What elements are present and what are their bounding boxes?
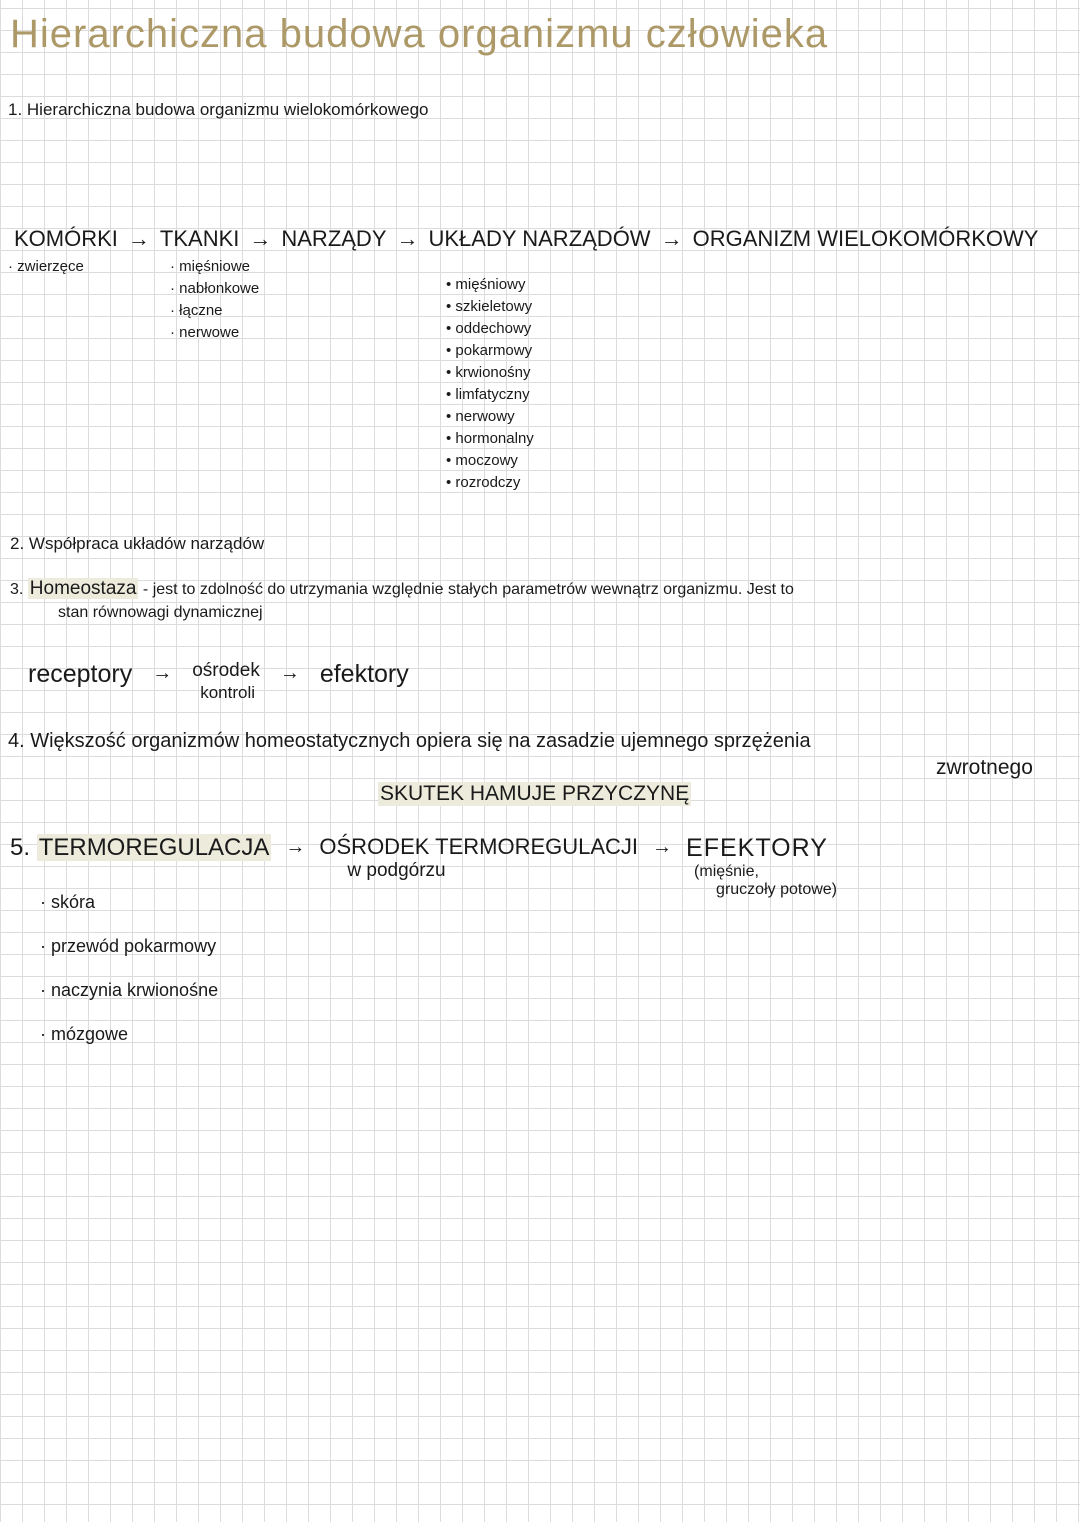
section4-text: 4. Większość organizmów homeostatycznych opiera się na zasadzie ujemnego sprzężenia [8, 730, 811, 752]
list-item: • krwionośny [446, 364, 531, 381]
section2-heading: 2. Współpraca układów narządów [10, 534, 265, 553]
homeostasis-definition-cont: stan równowagi dynamicznej [58, 604, 263, 621]
list-item: · przewód pokarmowy [40, 936, 217, 956]
list-item: · zwierzęce [8, 258, 84, 275]
list-item: • mięśniowy [446, 276, 526, 293]
thermo-center-block [319, 834, 638, 882]
list-item: · nabłonkowe [170, 280, 260, 297]
systems-list [446, 274, 534, 494]
list-item: • limfatyczny [446, 386, 530, 403]
arrow-icon: → [660, 226, 683, 251]
arrow-icon: → [127, 226, 150, 251]
chain-organs: NARZĄDY [281, 226, 387, 251]
list-item: · mózgowe [40, 1024, 129, 1044]
list-item: • moczowy [446, 452, 518, 469]
thermo-effectors: EFEKTORY [686, 834, 828, 862]
homeostasis-flow [28, 660, 409, 704]
chain-organism: ORGANIZM WIELOKOMÓRKOWY [692, 226, 1039, 251]
arrow-icon: → [285, 836, 306, 858]
list-item: • pokarmowy [446, 342, 533, 359]
list-item: · mięśniowe [170, 258, 251, 275]
section-number: 5. [10, 834, 31, 861]
flow-receptors: receptory [28, 660, 133, 688]
list-item: • oddechowy [446, 320, 532, 337]
list-item: • hormonalny [446, 430, 534, 447]
thermoregulation-term: TERMOREGULACJA [38, 834, 270, 861]
page-title: Hierarchiczna budowa organizmu człowieka [10, 12, 829, 56]
chain-systems: UKŁADY NARZĄDÓW [428, 226, 651, 251]
thermo-center: OŚRODEK TERMOREGULACJI [319, 834, 639, 859]
chain-tissues: TKANKI [159, 226, 240, 251]
tissues-list [170, 256, 259, 344]
section3-line [10, 578, 794, 600]
list-item: · nerwowe [170, 324, 240, 341]
arrow-icon: → [152, 662, 173, 684]
arrow-icon: → [249, 226, 272, 251]
homeostasis-term: Homeostaza [29, 578, 137, 599]
effectors-note: (mięśnie, [694, 863, 759, 880]
thermo-center-note: w podgórzu [347, 860, 446, 881]
arrow-icon: → [279, 662, 300, 684]
section1-heading: 1. Hierarchiczna budowa organizmu wielokomórkowego [8, 100, 429, 119]
thermo-effectors-block [686, 834, 837, 899]
list-item: • nerwowy [446, 408, 515, 425]
chain-cells: KOMÓRKI [14, 226, 118, 251]
list-item: • szkieletowy [446, 298, 533, 315]
list-item: · łączne [170, 302, 223, 319]
effectors-note-2: gruczoły potowe) [716, 881, 837, 898]
cells-list [8, 256, 84, 278]
flow-center-block [192, 660, 260, 704]
thermo-receptors-list [40, 880, 218, 1056]
arrow-icon: → [652, 836, 673, 858]
rule-highlight: SKUTEK HAMUJE PRZYCZYNĘ [380, 782, 690, 805]
homeostasis-definition: - jest to zdolność do utrzymania względnie stałych parametrów wewnątrz organizmu. Jest to [142, 581, 794, 598]
section5-line [10, 834, 271, 862]
flow-center-2: kontroli [200, 683, 256, 702]
list-item: • rozrodczy [446, 474, 521, 491]
section4-text-cont: zwrotnego [936, 756, 1033, 779]
arrow-icon: → [396, 226, 419, 251]
hierarchy-chain [14, 226, 1038, 252]
list-item: · naczynia krwionośne [40, 980, 219, 1000]
flow-center: ośrodek [192, 660, 260, 681]
flow-effectors: efektory [319, 660, 409, 688]
section-number: 3. [10, 581, 24, 598]
list-item: · skóra [40, 892, 96, 912]
